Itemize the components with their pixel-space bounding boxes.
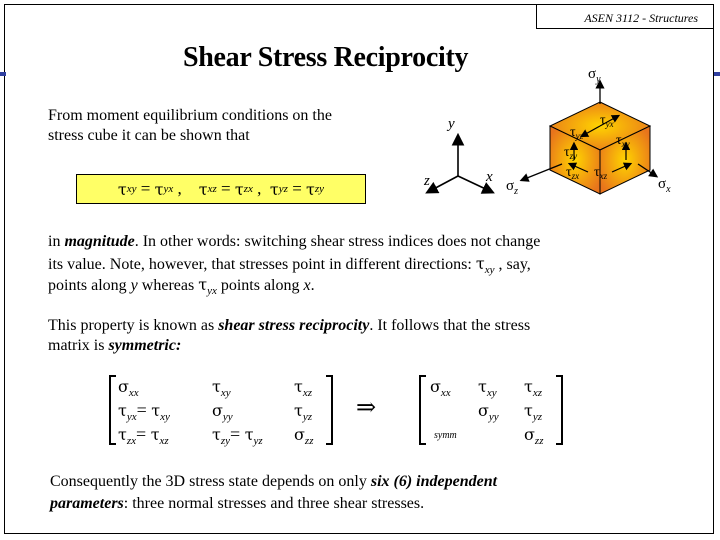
full-r2c1: $\tau_{yx}= \tau_{xy}$ [118,400,170,423]
coordinate-axes-diagram [420,112,510,212]
text-span: , say, [494,256,531,273]
eq-comma: , [252,179,270,198]
stress-cube-diagram [500,64,700,204]
eq-tau-xy: τ [117,179,127,199]
emphasis-parameters: parameters [50,495,124,512]
sym-r3c3: $\sigma_{zz}$ [524,425,544,447]
text-span: . In other words: switching shear stress indices does not change [134,233,541,250]
symm-label: symm [434,430,457,441]
para3-line-2 [48,336,181,356]
tau-zy-label: $\tau_{zy}$ [564,145,578,161]
eq-tau-yz: τ [269,179,279,199]
eq-tau-yx: τ [154,179,164,199]
tau-symbol: τ [475,254,485,273]
intro-line-1: From moment equilibrium conditions on the [48,107,332,124]
sym-r1c3: $\tau_{xz}$ [524,377,543,399]
tau-xz-label: $\tau_{xz}$ [594,165,608,181]
subscript: xy [484,264,495,276]
symmetric-stress-matrix [418,374,568,446]
conclusion-line-1 [50,472,497,492]
sym-r1c2: $\tau_{xy}$ [478,377,497,399]
text-span: points along [216,277,304,294]
full-r1c3: $\tau_{xz}$ [294,377,313,399]
emphasis-symmetric: symmetric: [108,337,182,354]
text-span: in [48,233,65,250]
header-divider-vertical [536,4,537,28]
para2-line-2 [48,254,531,275]
tau-zx-label: $\tau_{zx}$ [566,165,580,181]
text-span: its value. Note, however, that stresses point in different directions: [48,256,476,273]
full-r3c2: $\tau_{zy}= \tau_{yz}$ [212,424,263,447]
tau-yz-label: $\tau_{yz}$ [570,125,584,141]
text-span: : three normal stresses and three shear stresses. [123,495,425,512]
sigma-z-label: $\sigma_z$ [506,178,518,197]
eq-equals: = [136,179,155,198]
eq-tau-zy: τ [306,179,315,199]
z-axis-arrow [428,176,458,192]
course-label: ASEN 3112 - Structures [584,11,698,25]
reciprocity-equation-box: τ xy = τ yx , τ xz = τ zx , τ yz = τ zy [76,174,366,204]
emphasis-magnitude: magnitude [64,233,135,250]
tau-symbol: τ [198,275,208,294]
full-r1c1: $\sigma_{xx}$ [118,377,139,399]
text-span: Consequently the 3D stress state depends on only [50,473,371,490]
eq-tau-zx: τ [234,179,244,199]
eq-equals: = [216,179,235,198]
full-r2c2: $\sigma_{yy}$ [212,401,233,423]
para3-line-1 [48,316,530,336]
x-axis-label: x [486,169,493,185]
italic-y: y [130,277,138,294]
full-r2c3: $\tau_{yz}$ [294,401,313,423]
emphasis-reciprocity: shear stress reciprocity [218,317,370,334]
sym-r1c1: $\sigma_{xx}$ [430,377,451,399]
sigma-y-label: $\sigma_y$ [588,66,601,85]
eq-tau-xz: τ [198,179,208,199]
text-span: whereas [137,277,199,294]
text-span: points along [48,277,131,294]
sym-r2c2: $\sigma_{yy}$ [478,401,499,423]
implies-arrow-icon: ⇒ [356,395,377,421]
sym-r2c3: $\tau_{yz}$ [524,401,543,423]
eq-comma: , [173,179,199,198]
full-r3c3: $\sigma_{zz}$ [294,425,314,447]
tau-yx-label: $\tau_{yx}$ [600,113,614,129]
intro-line-2: stress cube it can be shown that [48,127,250,144]
right-accent-bar [714,72,720,76]
para2-line-3 [48,275,315,296]
y-axis-label: y [448,116,455,132]
full-r1c2: $\tau_{xy}$ [212,377,231,399]
slide-title: Shear Stress Reciprocity [183,42,469,73]
text-span: . It follows that the stress [369,317,531,334]
para2-line-1 [48,232,540,252]
header-divider [536,28,714,29]
left-accent-bar [0,72,6,76]
italic-x: x [303,277,311,294]
text-span: This property is known as [48,317,219,334]
sigma-x-label: $\sigma_x$ [658,176,671,195]
text-span: matrix is [48,337,109,354]
conclusion-line-2 [50,494,424,514]
emphasis-six: six (6) independent [370,473,498,490]
subscript: yx [207,285,217,297]
full-r3c1: $\tau_{zx}= \tau_{xz}$ [118,424,169,447]
eq-equals: = [287,179,307,198]
full-stress-matrix [108,374,338,446]
z-axis-label: z [424,173,430,189]
tau-xy-label: $\tau_{xy}$ [616,133,630,149]
text-span: . [310,277,315,294]
